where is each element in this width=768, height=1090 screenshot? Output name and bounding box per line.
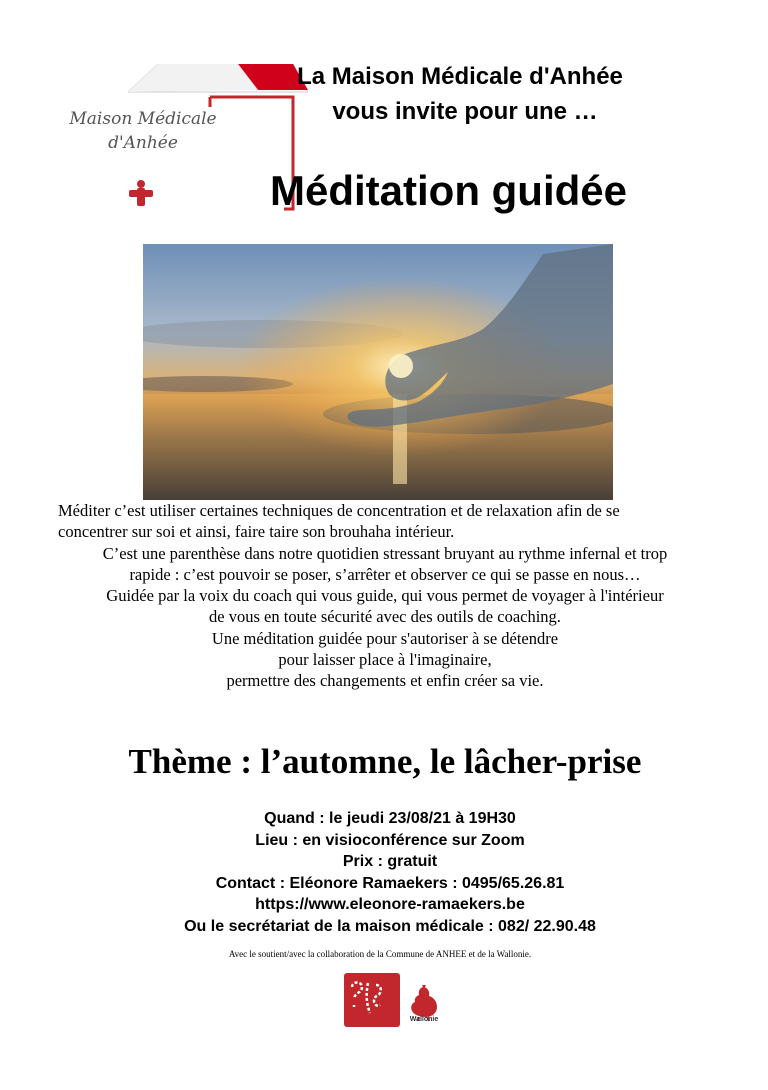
medical-cross-icon	[126, 178, 156, 208]
description-line: Guidée par la voix du coach qui vous guide, qui vous permet de voyager à l'intérieur	[106, 586, 664, 606]
support-text: Avec le soutient/avec la collaboration de la Commune de ANHEE et de la Wallonie.	[228, 949, 532, 959]
pcs-logo	[344, 973, 400, 1027]
info-website-link[interactable]: https://www.eleonore-ramaekers.be	[255, 896, 525, 913]
description-line: Une méditation guidée pour s'autoriser à se détendre	[211, 628, 559, 648]
info-location: Lieu : en visioconférence sur Zoom	[255, 831, 525, 849]
description-line: Méditer c’est utiliser certaines techniques de concentration et de relaxation afin de se	[58, 501, 620, 520]
description-line: permettre des changements et enfin créer sa vie.	[226, 671, 544, 691]
info-contact: Contact : Eléonore Ramaekers : 0495/65.26.81	[215, 874, 565, 892]
info-secretariat: Ou le secrétariat de la maison médicale : 082/ 22.90.48	[184, 917, 596, 935]
page-title: Méditation guidée	[270, 167, 627, 214]
info-price: Prix : gratuit	[342, 853, 438, 870]
header-line-1: La Maison Médicale d'Anhée	[297, 63, 623, 90]
info-when: Quand : le jeudi 23/08/21 à 19H30	[264, 810, 516, 827]
description-line: C’est une parenthèse dans notre quotidien stressant bruyant au rythme infernal et trop	[102, 543, 668, 563]
maison-medicale-logo	[58, 62, 258, 212]
description-line: concentrer sur soi et ainsi, faire taire son brouhaha intérieur.	[58, 522, 455, 542]
description-line: rapide : c’est pouvoir se poser, s’arrêter et observer ce qui se passe en nous…	[129, 564, 641, 584]
logo-script-text	[58, 107, 228, 155]
wallonie-label: Wallonie	[409, 1016, 439, 1023]
meditation-photo	[143, 244, 613, 500]
description-line: pour laisser place à l'imaginaire,	[278, 650, 492, 670]
logo-line-2: d'Anhée	[108, 133, 178, 153]
logo-line-1: Maison Médicale	[69, 109, 217, 129]
theme-heading: Thème : l’automne, le lâcher-prise	[128, 742, 642, 781]
event-info	[100, 808, 680, 937]
header-line-2: vous invite pour une …	[332, 98, 598, 125]
description-text	[40, 500, 730, 692]
description-line: de vous en toute sécurité avec des outils de coaching.	[209, 607, 561, 627]
